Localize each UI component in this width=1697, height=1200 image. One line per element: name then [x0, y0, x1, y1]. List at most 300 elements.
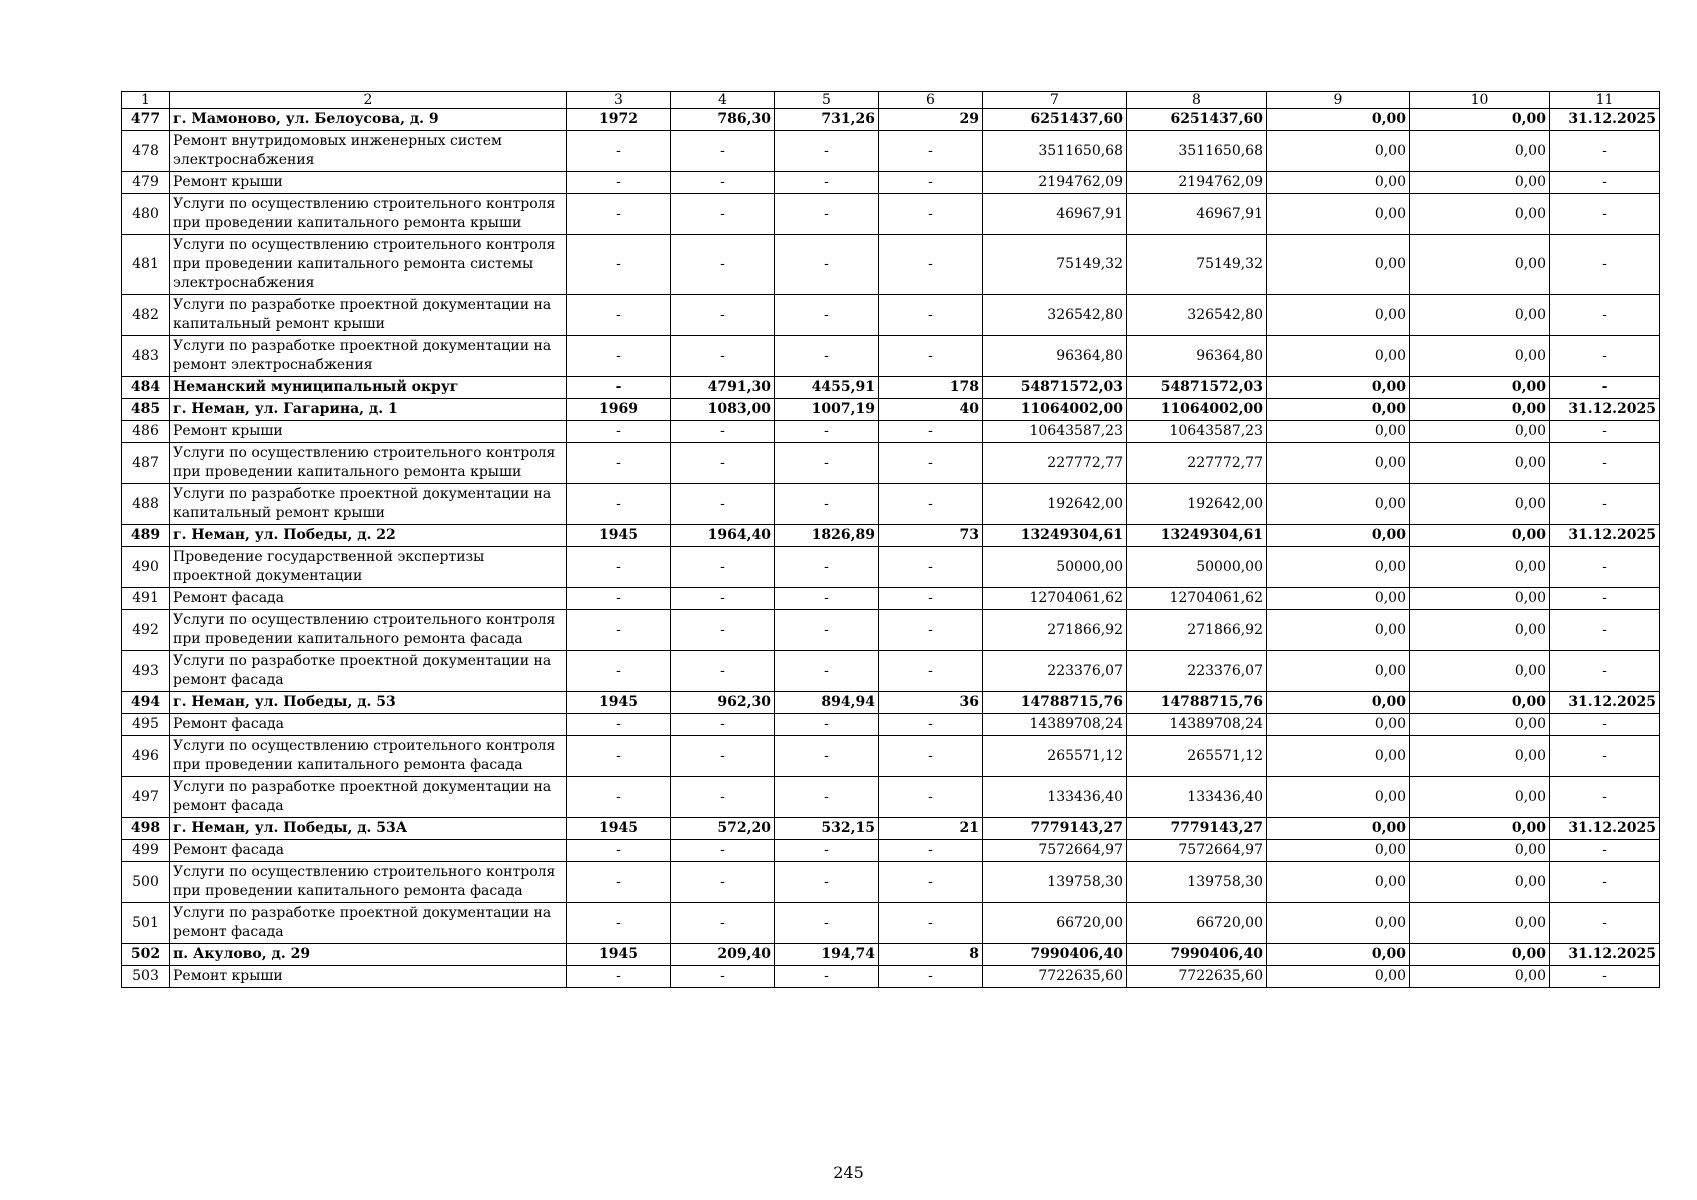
cell-cost-fund: 265571,12	[1127, 736, 1267, 777]
cell-area-total: 1964,40	[671, 525, 775, 547]
cell-completion-date: -	[1550, 377, 1660, 399]
cell-cost-total: 12704061,62	[983, 588, 1127, 610]
cell-year: -	[567, 484, 671, 525]
cell-cost-budget: 0,00	[1267, 840, 1410, 862]
cell-row-number: 482	[122, 295, 170, 336]
cell-cost-total: 50000,00	[983, 547, 1127, 588]
cell-row-number: 478	[122, 131, 170, 172]
cell-row-number: 499	[122, 840, 170, 862]
cell-area-residential: -	[775, 547, 879, 588]
cell-year: 1945	[567, 525, 671, 547]
cell-item-name: Услуги по осуществлению строительного контроля при проведении капитального ремонта фасада	[170, 862, 567, 903]
cell-area-total: -	[671, 610, 775, 651]
cell-cost-total: 2194762,09	[983, 172, 1127, 194]
cell-cost-fund: 12704061,62	[1127, 588, 1267, 610]
cell-cost-total: 7572664,97	[983, 840, 1127, 862]
table-row-work	[122, 588, 1660, 610]
cell-completion-date: 31.12.2025	[1550, 109, 1660, 131]
cell-residents: 178	[879, 377, 983, 399]
cell-cost-total: 7779143,27	[983, 818, 1127, 840]
cell-cost-budget: 0,00	[1267, 295, 1410, 336]
cell-item-name: г. Мамоново, ул. Белоусова, д. 9	[170, 109, 567, 131]
cell-row-number: 503	[122, 966, 170, 988]
cell-cost-fund: 7722635,60	[1127, 966, 1267, 988]
cell-cost-budget: 0,00	[1267, 862, 1410, 903]
page-number: 245	[833, 1163, 864, 1182]
cell-item-name: г. Неман, ул. Победы, д. 22	[170, 525, 567, 547]
header-cell-11: 11	[1550, 92, 1660, 109]
cell-row-number: 498	[122, 818, 170, 840]
cell-row-number: 481	[122, 235, 170, 295]
table-row-object	[122, 109, 1660, 131]
cell-year: -	[567, 777, 671, 818]
cell-residents: 29	[879, 109, 983, 131]
cell-year: -	[567, 443, 671, 484]
cell-area-total: 1083,00	[671, 399, 775, 421]
cell-area-total: 209,40	[671, 944, 775, 966]
cell-row-number: 493	[122, 651, 170, 692]
cell-cost-budget: 0,00	[1267, 651, 1410, 692]
cell-completion-date: -	[1550, 777, 1660, 818]
cell-cost-fund: 96364,80	[1127, 336, 1267, 377]
cell-cost-fund: 13249304,61	[1127, 525, 1267, 547]
table-row-work	[122, 547, 1660, 588]
cell-row-number: 497	[122, 777, 170, 818]
cell-year: -	[567, 131, 671, 172]
cell-cost-budget: 0,00	[1267, 903, 1410, 944]
cell-cost-total: 66720,00	[983, 903, 1127, 944]
cell-row-number: 486	[122, 421, 170, 443]
cell-area-total: -	[671, 903, 775, 944]
cell-area-residential: -	[775, 484, 879, 525]
cell-cost-budget: 0,00	[1267, 421, 1410, 443]
cell-cost-owners: 0,00	[1410, 421, 1550, 443]
cell-row-number: 484	[122, 377, 170, 399]
cell-area-residential: -	[775, 295, 879, 336]
cell-cost-fund: 10643587,23	[1127, 421, 1267, 443]
cell-year: -	[567, 840, 671, 862]
cell-item-name: Услуги по осуществлению строительного контроля при проведении капитального ремонта фасада	[170, 736, 567, 777]
cell-cost-owners: 0,00	[1410, 714, 1550, 736]
cell-cost-total: 14389708,24	[983, 714, 1127, 736]
cell-area-residential: -	[775, 131, 879, 172]
cell-cost-owners: 0,00	[1410, 194, 1550, 235]
cell-row-number: 487	[122, 443, 170, 484]
cell-year: -	[567, 588, 671, 610]
table-row-work	[122, 194, 1660, 235]
cell-cost-budget: 0,00	[1267, 443, 1410, 484]
cell-cost-owners: 0,00	[1410, 840, 1550, 862]
cell-area-total: -	[671, 714, 775, 736]
cell-cost-owners: 0,00	[1410, 235, 1550, 295]
capital-repair-table	[121, 91, 1660, 988]
cell-cost-total: 96364,80	[983, 336, 1127, 377]
cell-item-name: Ремонт крыши	[170, 421, 567, 443]
cell-row-number: 494	[122, 692, 170, 714]
header-cell-7: 7	[983, 92, 1127, 109]
cell-cost-owners: 0,00	[1410, 547, 1550, 588]
cell-completion-date: -	[1550, 588, 1660, 610]
cell-cost-fund: 3511650,68	[1127, 131, 1267, 172]
header-cell-6: 6	[879, 92, 983, 109]
cell-area-residential: -	[775, 336, 879, 377]
cell-area-total: -	[671, 131, 775, 172]
cell-item-name: Услуги по осуществлению строительного контроля при проведении капитального ремонта системы электроснабжения	[170, 235, 567, 295]
cell-area-residential: 1826,89	[775, 525, 879, 547]
cell-area-residential: 4455,91	[775, 377, 879, 399]
cell-residents: -	[879, 651, 983, 692]
cell-area-residential: -	[775, 862, 879, 903]
cell-year: -	[567, 377, 671, 399]
cell-year: -	[567, 421, 671, 443]
cell-cost-budget: 0,00	[1267, 777, 1410, 818]
cell-residents: -	[879, 235, 983, 295]
cell-item-name: Услуги по разработке проектной документации на ремонт фасада	[170, 651, 567, 692]
cell-year: 1972	[567, 109, 671, 131]
cell-item-name: Ремонт фасада	[170, 840, 567, 862]
cell-residents: -	[879, 903, 983, 944]
cell-year: -	[567, 714, 671, 736]
cell-area-residential: -	[775, 235, 879, 295]
cell-completion-date: 31.12.2025	[1550, 692, 1660, 714]
cell-year: -	[567, 862, 671, 903]
cell-residents: -	[879, 862, 983, 903]
cell-row-number: 496	[122, 736, 170, 777]
cell-area-total: -	[671, 966, 775, 988]
cell-row-number: 489	[122, 525, 170, 547]
table-row-object	[122, 525, 1660, 547]
cell-residents: 8	[879, 944, 983, 966]
cell-area-total: -	[671, 840, 775, 862]
header-cell-2: 2	[170, 92, 567, 109]
cell-item-name: Ремонт крыши	[170, 966, 567, 988]
cell-cost-total: 75149,32	[983, 235, 1127, 295]
table-header-row	[122, 92, 1660, 109]
cell-cost-budget: 0,00	[1267, 109, 1410, 131]
cell-area-total: -	[671, 295, 775, 336]
cell-cost-total: 192642,00	[983, 484, 1127, 525]
cell-cost-owners: 0,00	[1410, 443, 1550, 484]
cell-area-total: -	[671, 484, 775, 525]
cell-completion-date: -	[1550, 443, 1660, 484]
cell-area-residential: 194,74	[775, 944, 879, 966]
table-row-work	[122, 610, 1660, 651]
cell-cost-owners: 0,00	[1410, 399, 1550, 421]
cell-cost-fund: 223376,07	[1127, 651, 1267, 692]
cell-area-residential: -	[775, 172, 879, 194]
cell-year: -	[567, 736, 671, 777]
cell-row-number: 492	[122, 610, 170, 651]
cell-row-number: 501	[122, 903, 170, 944]
cell-area-total: 962,30	[671, 692, 775, 714]
cell-residents: -	[879, 336, 983, 377]
cell-cost-budget: 0,00	[1267, 588, 1410, 610]
cell-cost-total: 7722635,60	[983, 966, 1127, 988]
cell-residents: -	[879, 421, 983, 443]
cell-area-residential: 532,15	[775, 818, 879, 840]
cell-area-total: -	[671, 736, 775, 777]
cell-residents: -	[879, 484, 983, 525]
cell-cost-budget: 0,00	[1267, 547, 1410, 588]
table-row-work	[122, 172, 1660, 194]
cell-cost-total: 11064002,00	[983, 399, 1127, 421]
cell-cost-budget: 0,00	[1267, 736, 1410, 777]
cell-area-residential: -	[775, 588, 879, 610]
cell-cost-total: 54871572,03	[983, 377, 1127, 399]
cell-residents: -	[879, 610, 983, 651]
cell-cost-fund: 139758,30	[1127, 862, 1267, 903]
cell-row-number: 502	[122, 944, 170, 966]
cell-item-name: Ремонт фасада	[170, 588, 567, 610]
cell-completion-date: 31.12.2025	[1550, 818, 1660, 840]
header-cell-3: 3	[567, 92, 671, 109]
table-row-work	[122, 736, 1660, 777]
cell-completion-date: -	[1550, 547, 1660, 588]
cell-cost-budget: 0,00	[1267, 377, 1410, 399]
cell-item-name: Ремонт фасада	[170, 714, 567, 736]
table-row-work	[122, 651, 1660, 692]
cell-area-total: -	[671, 862, 775, 903]
table-row-work	[122, 903, 1660, 944]
cell-area-residential: -	[775, 421, 879, 443]
cell-residents: -	[879, 194, 983, 235]
cell-residents: -	[879, 547, 983, 588]
cell-residents: -	[879, 295, 983, 336]
cell-cost-budget: 0,00	[1267, 399, 1410, 421]
cell-row-number: 500	[122, 862, 170, 903]
table-row-object	[122, 377, 1660, 399]
header-cell-9: 9	[1267, 92, 1410, 109]
cell-row-number: 491	[122, 588, 170, 610]
cell-year: -	[567, 610, 671, 651]
cell-cost-owners: 0,00	[1410, 651, 1550, 692]
cell-cost-budget: 0,00	[1267, 944, 1410, 966]
cell-row-number: 490	[122, 547, 170, 588]
cell-completion-date: -	[1550, 484, 1660, 525]
cell-cost-budget: 0,00	[1267, 336, 1410, 377]
cell-row-number: 477	[122, 109, 170, 131]
cell-completion-date: -	[1550, 336, 1660, 377]
cell-completion-date: -	[1550, 651, 1660, 692]
cell-cost-owners: 0,00	[1410, 131, 1550, 172]
cell-completion-date: -	[1550, 421, 1660, 443]
cell-completion-date: 31.12.2025	[1550, 399, 1660, 421]
cell-cost-owners: 0,00	[1410, 818, 1550, 840]
cell-cost-fund: 227772,77	[1127, 443, 1267, 484]
table-row-work	[122, 131, 1660, 172]
cell-residents: -	[879, 966, 983, 988]
table-row-object	[122, 944, 1660, 966]
cell-cost-owners: 0,00	[1410, 109, 1550, 131]
cell-residents: -	[879, 588, 983, 610]
cell-cost-total: 133436,40	[983, 777, 1127, 818]
cell-area-total: 572,20	[671, 818, 775, 840]
cell-cost-owners: 0,00	[1410, 903, 1550, 944]
cell-cost-owners: 0,00	[1410, 862, 1550, 903]
table-row-work	[122, 862, 1660, 903]
cell-cost-fund: 14788715,76	[1127, 692, 1267, 714]
cell-area-residential: -	[775, 777, 879, 818]
cell-area-residential: -	[775, 840, 879, 862]
cell-cost-total: 223376,07	[983, 651, 1127, 692]
cell-area-total: -	[671, 651, 775, 692]
cell-completion-date: -	[1550, 903, 1660, 944]
cell-cost-fund: 75149,32	[1127, 235, 1267, 295]
cell-cost-fund: 50000,00	[1127, 547, 1267, 588]
cell-residents: -	[879, 777, 983, 818]
cell-completion-date: -	[1550, 131, 1660, 172]
cell-row-number: 495	[122, 714, 170, 736]
cell-residents: -	[879, 131, 983, 172]
cell-cost-fund: 133436,40	[1127, 777, 1267, 818]
cell-year: -	[567, 295, 671, 336]
cell-cost-owners: 0,00	[1410, 966, 1550, 988]
cell-area-residential: -	[775, 651, 879, 692]
cell-cost-budget: 0,00	[1267, 818, 1410, 840]
table-row-work	[122, 484, 1660, 525]
table-row-object	[122, 399, 1660, 421]
cell-cost-owners: 0,00	[1410, 736, 1550, 777]
cell-cost-fund: 7990406,40	[1127, 944, 1267, 966]
cell-row-number: 485	[122, 399, 170, 421]
cell-cost-total: 7990406,40	[983, 944, 1127, 966]
cell-item-name: г. Неман, ул. Гагарина, д. 1	[170, 399, 567, 421]
cell-cost-total: 13249304,61	[983, 525, 1127, 547]
cell-cost-fund: 7779143,27	[1127, 818, 1267, 840]
cell-cost-fund: 326542,80	[1127, 295, 1267, 336]
cell-row-number: 483	[122, 336, 170, 377]
table-row-work	[122, 421, 1660, 443]
cell-item-name: Услуги по разработке проектной документации на ремонт фасада	[170, 903, 567, 944]
cell-area-residential: -	[775, 443, 879, 484]
cell-item-name: г. Неман, ул. Победы, д. 53А	[170, 818, 567, 840]
cell-item-name: Услуги по разработке проектной документации на капитальный ремонт крыши	[170, 484, 567, 525]
cell-year: 1945	[567, 944, 671, 966]
cell-cost-owners: 0,00	[1410, 484, 1550, 525]
cell-area-residential: -	[775, 194, 879, 235]
cell-cost-budget: 0,00	[1267, 714, 1410, 736]
cell-area-residential: -	[775, 736, 879, 777]
cell-cost-owners: 0,00	[1410, 692, 1550, 714]
cell-residents: 21	[879, 818, 983, 840]
cell-year: -	[567, 336, 671, 377]
cell-year: -	[567, 235, 671, 295]
cell-cost-owners: 0,00	[1410, 172, 1550, 194]
cell-completion-date: -	[1550, 295, 1660, 336]
cell-residents: -	[879, 714, 983, 736]
cell-cost-total: 10643587,23	[983, 421, 1127, 443]
cell-item-name: Услуги по разработке проектной документации на капитальный ремонт крыши	[170, 295, 567, 336]
cell-completion-date: -	[1550, 172, 1660, 194]
cell-cost-total: 14788715,76	[983, 692, 1127, 714]
cell-item-name: Неманский муниципальный округ	[170, 377, 567, 399]
table-row-work	[122, 714, 1660, 736]
cell-completion-date: -	[1550, 194, 1660, 235]
cell-residents: -	[879, 172, 983, 194]
cell-year: 1969	[567, 399, 671, 421]
header-cell-1: 1	[122, 92, 170, 109]
cell-item-name: Ремонт крыши	[170, 172, 567, 194]
cell-residents: 40	[879, 399, 983, 421]
cell-cost-budget: 0,00	[1267, 484, 1410, 525]
table-row-work	[122, 777, 1660, 818]
cell-area-total: -	[671, 777, 775, 818]
cell-area-total: -	[671, 547, 775, 588]
cell-item-name: Проведение государственной экспертизы проектной документации	[170, 547, 567, 588]
table-row-work	[122, 840, 1660, 862]
cell-cost-total: 3511650,68	[983, 131, 1127, 172]
cell-area-residential: 894,94	[775, 692, 879, 714]
header-cell-5: 5	[775, 92, 879, 109]
cell-completion-date: -	[1550, 862, 1660, 903]
cell-cost-total: 265571,12	[983, 736, 1127, 777]
cell-cost-owners: 0,00	[1410, 777, 1550, 818]
cell-cost-budget: 0,00	[1267, 966, 1410, 988]
cell-completion-date: 31.12.2025	[1550, 525, 1660, 547]
cell-cost-fund: 2194762,09	[1127, 172, 1267, 194]
cell-cost-fund: 271866,92	[1127, 610, 1267, 651]
cell-cost-fund: 7572664,97	[1127, 840, 1267, 862]
cell-cost-budget: 0,00	[1267, 525, 1410, 547]
cell-completion-date: -	[1550, 610, 1660, 651]
cell-cost-total: 6251437,60	[983, 109, 1127, 131]
cell-completion-date: -	[1550, 966, 1660, 988]
cell-area-residential: -	[775, 966, 879, 988]
cell-cost-owners: 0,00	[1410, 295, 1550, 336]
cell-cost-total: 227772,77	[983, 443, 1127, 484]
cell-cost-budget: 0,00	[1267, 131, 1410, 172]
cell-area-residential: -	[775, 714, 879, 736]
cell-cost-owners: 0,00	[1410, 336, 1550, 377]
cell-cost-total: 46967,91	[983, 194, 1127, 235]
cell-cost-budget: 0,00	[1267, 235, 1410, 295]
table-row-object	[122, 692, 1660, 714]
cell-completion-date: -	[1550, 714, 1660, 736]
cell-area-total: -	[671, 443, 775, 484]
cell-item-name: Услуги по осуществлению строительного контроля при проведении капитального ремонта крыши	[170, 443, 567, 484]
cell-completion-date: -	[1550, 235, 1660, 295]
table-row-object	[122, 818, 1660, 840]
table-row-work	[122, 966, 1660, 988]
cell-area-residential: -	[775, 610, 879, 651]
cell-item-name: Услуги по осуществлению строительного контроля при проведении капитального ремонта крыши	[170, 194, 567, 235]
table-row-work	[122, 336, 1660, 377]
cell-item-name: п. Акулово, д. 29	[170, 944, 567, 966]
cell-area-total: 4791,30	[671, 377, 775, 399]
cell-area-total: -	[671, 194, 775, 235]
cell-cost-owners: 0,00	[1410, 525, 1550, 547]
cell-residents: 36	[879, 692, 983, 714]
cell-year: -	[567, 547, 671, 588]
cell-item-name: Услуги по разработке проектной документации на ремонт электроснабжения	[170, 336, 567, 377]
cell-cost-owners: 0,00	[1410, 944, 1550, 966]
cell-area-total: 786,30	[671, 109, 775, 131]
cell-year: 1945	[567, 692, 671, 714]
cell-completion-date: 31.12.2025	[1550, 944, 1660, 966]
cell-area-residential: 1007,19	[775, 399, 879, 421]
cell-year: -	[567, 651, 671, 692]
cell-year: -	[567, 172, 671, 194]
table-row-work	[122, 235, 1660, 295]
cell-residents: -	[879, 840, 983, 862]
cell-year: -	[567, 194, 671, 235]
cell-area-total: -	[671, 235, 775, 295]
cell-area-total: -	[671, 172, 775, 194]
cell-year: 1945	[567, 818, 671, 840]
cell-area-residential: -	[775, 903, 879, 944]
cell-item-name: г. Неман, ул. Победы, д. 53	[170, 692, 567, 714]
cell-cost-fund: 6251437,60	[1127, 109, 1267, 131]
